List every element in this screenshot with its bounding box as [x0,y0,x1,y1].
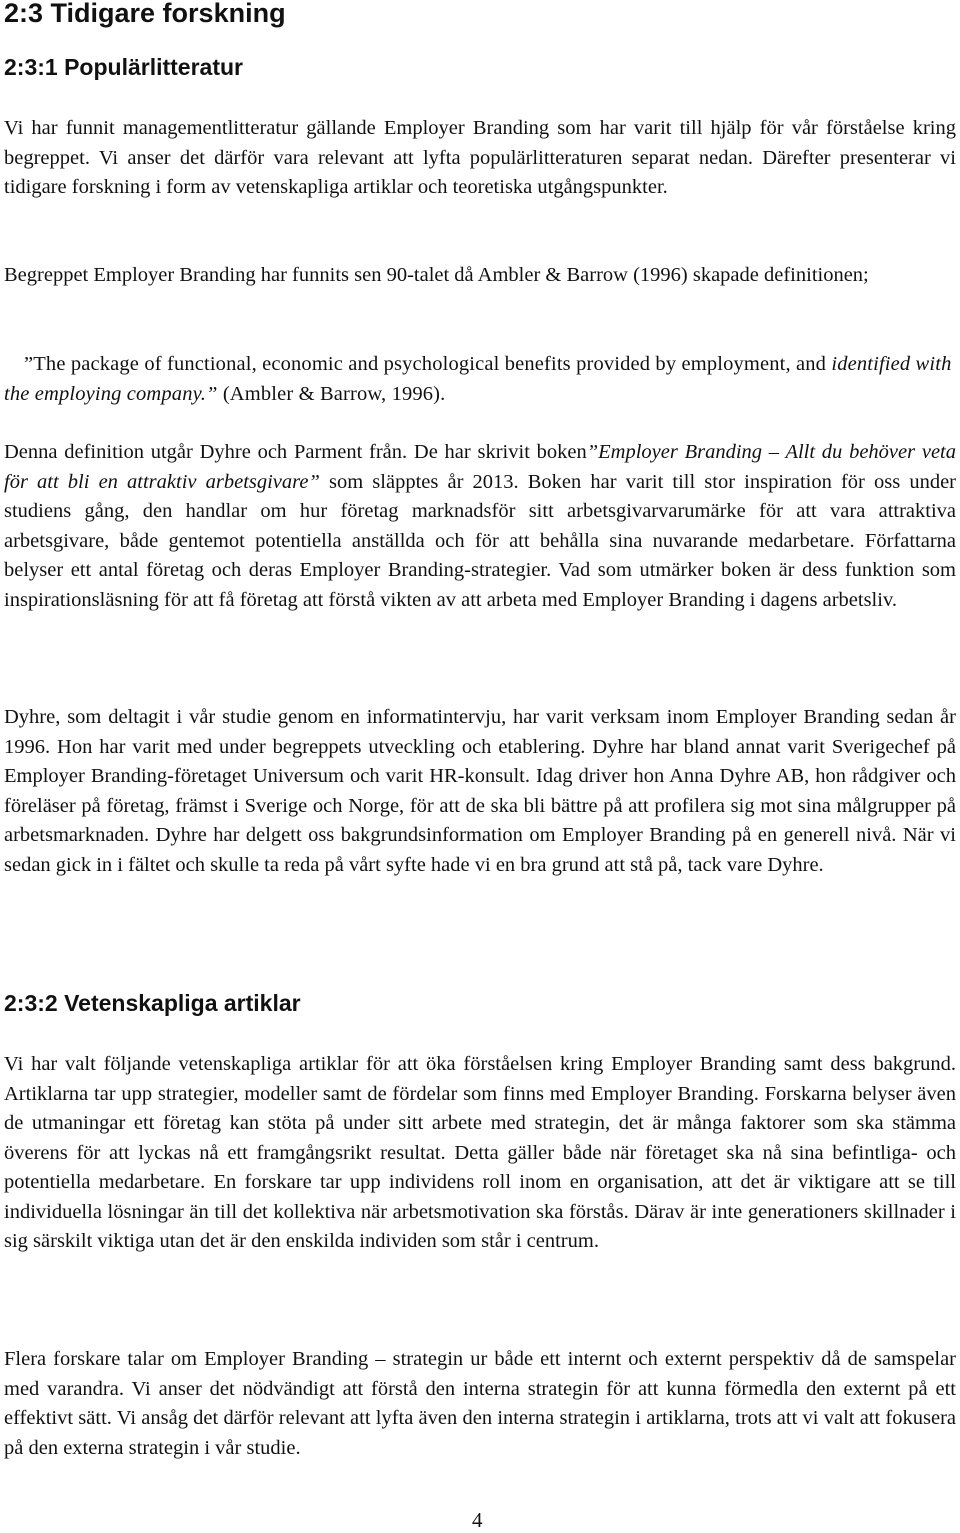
paragraph-articles: Vi har valt följande vetenskapliga artiklar för att öka förståelsen kring Employer Branding samt dess bakgrund. Artiklarna tar upp strategier, modeller samt de fördelar som finns med Employer Branding. Forskarna belyser även de utmaningar ett företag kan stöta på under sitt arbete med strategin, det är många faktorer som ska stämma överens för att lyckas nå ett framgångsrikt resultat. Detta gäller både när företaget ska nå sina befintliga- och potentiella medarbetare. En forskare tar upp individens roll inom en organisation, att det är viktigare att se till individuella lösningar än till det kollektiva när arbetsmotivation ska förstås. Därav är inte generationers skillnader i sig särskilt viktiga utan det är den enskilda individen som står i centrum. [4,1053,956,1252]
paragraph-book [4,438,956,615]
paragraph-dyhre: Dyhre, som deltagit i vår studie genom en informatintervju, har varit verksam inom Employer Branding sedan år 1996. Hon har varit med under begreppets utveckling och etablering. Dyhre har bland annat varit Sverigechef på Employer Branding-företaget Universum och varit HR-konsult. Idag driver hon Anna Dyhre AB, hon rådgiver och föreläser på företag, främst i Sverige och Norge, för att de ska bli bättre på att profilera sig mot sina målgrupper på arbetsmarknaden. Dyhre har delgett oss bakgrundsinformation om Employer Branding på en generell nivå. När vi sedan gick in i fältet och skulle ta reda på vårt syfte hade vi en bra grund att stå på, tack vare Dyhre. [4,706,956,876]
section-heading: 2:3 Tidigare forskning [4,0,286,28]
subsection-heading-popularlitteratur: 2:3:1 Populärlitteratur [4,54,243,80]
paragraph-definition-intro: Begreppet Employer Branding har funnits sen 90-talet då Ambler & Barrow (1996) skapade definitionen; [4,264,869,286]
definition-quote [4,350,956,409]
book-description: som släpptes år 2013. Boken har varit till stor inspiration för oss under studiens gång, den handlar om hur företag marknadsför sitt arbetsgivarvarumärke för att vara attraktiva arbetsgivare, både gentemot potentiella anställda och för att behålla sina nuvarande medarbetare. Författarna belyser ett antal företag och deras Employer Branding-strategier. Vad som utmärker boken är dess funktion som inspirationsläsning för att få företag att förstå vikten av att arbeta med Employer Branding i dagens arbetsliv. [4,470,956,611]
quote-open-mark: ” [24,353,34,375]
subsection-heading-vetenskapliga-artiklar: 2:3:2 Vetenskapliga artiklar [4,990,301,1016]
book-intro-text: Denna definition utgår Dyhre och Parment från. De har skrivit boken [4,441,587,463]
quote-text: The package of functional, economic and psychological benefits provided by employment, and [33,353,832,375]
page-number: 4 [472,1508,483,1532]
quote-close-mark: ” [205,382,218,405]
book-title: ”Employer Branding – Allt du behöver veta för att bli en attraktiv arbetsgivare” [4,441,956,493]
quote-text-italic: identified with the employing company. [4,353,952,405]
paragraph-strategy: Flera forskare talar om Employer Branding – strategin ur både ett internt och externt perspektiv då de samspelar med varandra. Vi anser det nödvändigt att förstå den interna strategin för att kunna förmedla den externt på ett effektivt sätt. Vi ansåg det därför relevant att lyfta även den interna strategin i artiklarna, trots att vi valt att fokusera på den externa strategin i vår studie. [4,1348,956,1459]
quote-citation: (Ambler & Barrow, 1996). [217,382,446,405]
paragraph-intro: Vi har funnit managementlitteratur gällande Employer Branding som har varit till hjälp för vår förståelse kring begreppet. Vi anser det därför vara relevant att lyfta populärlitteraturen separat nedan. Därefter presenterar vi tidigare forskning i form av vetenskapliga artiklar och teoretiska utgångspunkter. [4,117,956,198]
